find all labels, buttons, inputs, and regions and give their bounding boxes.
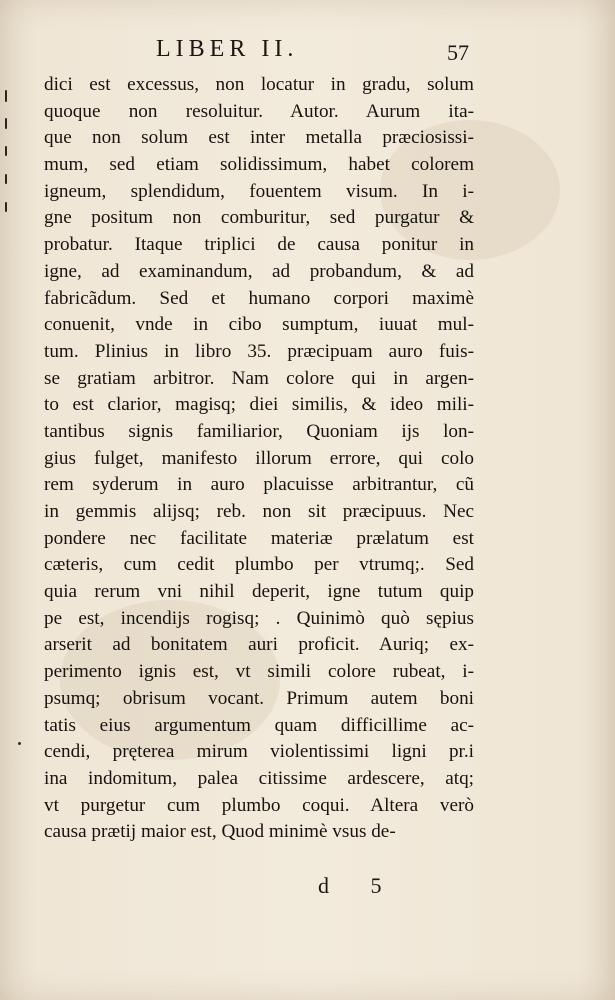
text-line: in gemmis alijsq; reb. non sit præcipuus. Nec	[44, 501, 474, 522]
margin-mark	[5, 90, 7, 102]
text-line: probatur. Itaque triplici de causa ponitur in	[44, 234, 474, 256]
margin-mark	[5, 146, 7, 156]
margin-mark	[5, 118, 7, 129]
left-margin-marks	[0, 0, 14, 1000]
running-title: LIBER II.	[156, 36, 299, 62]
text-line: perimento ignis est, vt simili colore rubeat, i-	[44, 661, 474, 683]
text-line: psumq; obrisum vocant. Primum autem boni	[44, 687, 474, 709]
text-line: conuenit, vnde in cibo sumptum, iuuat mul-	[44, 314, 474, 336]
text-line: cæteris, cum cedit plumbo per vtrumq;. Sed	[44, 554, 474, 576]
page-number: 57	[447, 40, 469, 65]
text-line: igne, ad examinandum, ad probandum, & ad	[44, 260, 474, 282]
text-line: pondere nec facilitate materiæ prælatum est	[44, 527, 474, 549]
text-line: quoque non resoluitur. Autor. Aurum ita-	[44, 100, 474, 122]
text-line: to est clarior, magisq; diei similis, & ideo mili-	[44, 394, 474, 416]
margin-mark	[5, 174, 7, 184]
text-line: gius fulget, manifesto illorum errore, qui colo	[44, 447, 474, 469]
text-line: se gratiam arbitror. Nam colore qui in argen-	[44, 367, 474, 389]
margin-dot	[18, 742, 21, 745]
text-line: cendi, pręterea mirum violentissimi ligni pr.i	[44, 741, 474, 763]
text-line: pe est, incendijs rogisq; . Quinimò quò sępius	[44, 607, 474, 629]
margin-mark	[5, 202, 7, 212]
text-line: vt purgetur cum plumbo coqui. Altera verò	[44, 794, 474, 816]
text-line: tatis eius argumentum quam difficillime ac-	[44, 714, 474, 736]
text-line: causa prætij maior est, Quod minimè vsus de-	[44, 821, 396, 843]
text-line: igneum, splendidum, fouentem visum. In i-	[44, 180, 474, 202]
text-line: tum. Plinius in libro 35. præcipuam auro fuis-	[44, 340, 474, 362]
text-line: quia rerum vni nihil deperit, igne tutum quip	[44, 581, 474, 603]
text-line: arserit ad bonitatem auri proficit. Auriq; ex-	[44, 634, 474, 656]
text-line: tantibus signis familiarior, Quoniam ijs lon-	[44, 420, 474, 442]
text-line: fabricãdum. Sed et humano corpori maximè	[44, 287, 474, 309]
page-header	[0, 36, 615, 72]
text-line: que non solum est inter metalla præciosissi-	[44, 127, 474, 149]
text-line: gne positum non comburitur, sed purgatur &	[44, 207, 474, 229]
text-line: ina indomitum, palea citissime ardescere, atq;	[44, 767, 474, 789]
text-line: rem syderum in auro placuisse arbitrantur, cũ	[44, 474, 474, 496]
signature-mark: d 5	[318, 873, 400, 898]
text-line: dici est excessus, non locatur in gradu, solum	[44, 74, 474, 95]
text-line: mum, sed etiam solidissimum, habet colorem	[44, 154, 474, 176]
body-text	[44, 72, 474, 846]
